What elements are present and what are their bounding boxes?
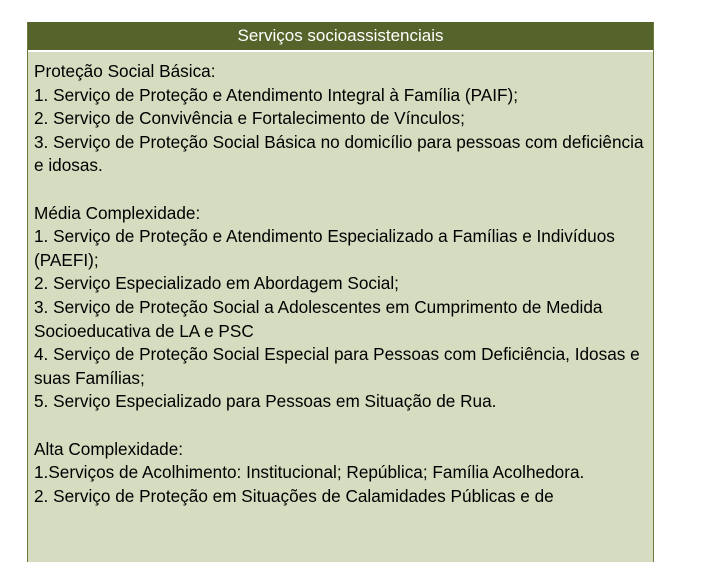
list-item: 2. Serviço de Convivência e Fortalecimento de Vínculos; — [34, 108, 465, 129]
list-item: 1.Serviços de Acolhimento: Institucional; República; Família Acolhedora. — [34, 462, 585, 483]
section-protecao-social-basica — [34, 60, 647, 178]
table-body — [28, 52, 653, 508]
list-item: 5. Serviço Especializado para Pessoas em Situação de Rua. — [34, 391, 497, 412]
list-item: 4. Serviço de Proteção Social Especial para Pessoas com Deficiência, Idosas e suas Famílias; — [34, 344, 640, 388]
section-title: Alta Complexidade: — [34, 438, 184, 459]
list-item: 1. Serviço de Proteção e Atendimento Integral à Família (PAIF); — [34, 84, 519, 105]
list-item: 1. Serviço de Proteção e Atendimento Especializado a Famílias e Indivíduos (PAEFI); — [34, 226, 615, 270]
services-table — [27, 22, 654, 562]
list-item: 2. Serviço Especializado em Abordagem Social; — [34, 273, 399, 294]
section-alta-complexidade — [34, 438, 647, 509]
table-header: Serviços socioassistenciais — [28, 22, 653, 52]
section-media-complexidade — [34, 202, 647, 414]
section-title: Média Complexidade: — [34, 202, 201, 223]
list-item: 3. Serviço de Proteção Social a Adolescentes em Cumprimento de Medida Socioeducativa de LA e PSC — [34, 296, 603, 341]
list-item: 3. Serviço de Proteção Social Básica no domicílio para pessoas com deficiência e idosas. — [34, 131, 644, 176]
list-item: 2. Serviço de Proteção em Situações de Calamidades Públicas e de — [34, 485, 554, 506]
section-title: Proteção Social Básica: — [34, 61, 216, 81]
